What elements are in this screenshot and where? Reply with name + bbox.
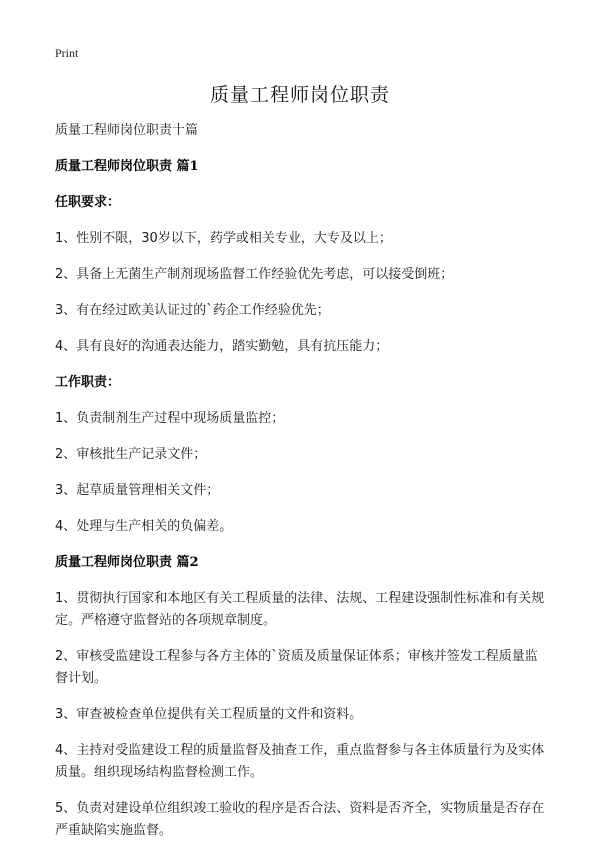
responsibility-item: 3、审查被检查单位提供有关工程质量的文件和资料。 [55,707,363,722]
requirement-item: 4、具有良好的沟通表达能力，踏实勤勉，具有抗压能力； [55,339,389,354]
section-heading-2 [55,552,550,574]
duty-item: 3、起草质量管理相关文件； [55,483,220,498]
responsibility-item: 2、审核受监建设工程参与各方主体的`资质及质量保证体系；审核并签发工程质量监督计划。 [55,649,538,686]
responsibility-item: 4、主持对受监建设工程的质量监督及抽查工作，重点监督参与各主体质量行为及实体质量。组织现场结构监督检测工作。 [55,743,545,780]
responsibility-item: 5、负责对建设单位组织竣工验收的程序是否合法、资料是否齐全，实物质量是否存在严重缺陷实施监督。 [55,801,545,838]
duty-item: 4、处理与生产相关的负偏差。 [55,519,233,534]
section-heading-1-main: 质量工程师岗位职责 [55,159,177,174]
responsibility-item: 1、贯彻执行国家和本地区有关工程质量的法律、法规、工程建设强制性标准和有关规定。严格遵守监督站的各项规章制度。 [55,591,545,628]
duty-item: 1、负责制剂生产过程中现场质量监控； [55,411,285,426]
requirement-item: 2、具备上无菌生产制剂现场监督工作经验优先考虑，可以接受倒班； [55,267,454,282]
print-label: Print [55,46,79,60]
requirement-item: 1、性别不限，30岁以下，药学或相关专业，大专及以上； [55,231,392,246]
requirements-heading: 任职要求： [55,195,121,210]
section-heading-2-main: 质量工程师岗位职责 [55,555,177,570]
requirement-item: 3、有在经过欧美认证过的`药企工作经验优先； [55,303,330,318]
intro-text: 质量工程师岗位职责十篇 [55,123,199,138]
duties-heading: 工作职责： [55,375,121,390]
document-body [55,120,550,856]
duty-item: 2、审核批生产记录文件； [55,447,207,462]
page-title: 质量工程师岗位职责 [209,84,390,106]
section-heading-2-tag: 篇2 [176,555,199,570]
section-heading-1 [55,156,550,178]
section-heading-1-tag: 篇1 [176,159,199,174]
